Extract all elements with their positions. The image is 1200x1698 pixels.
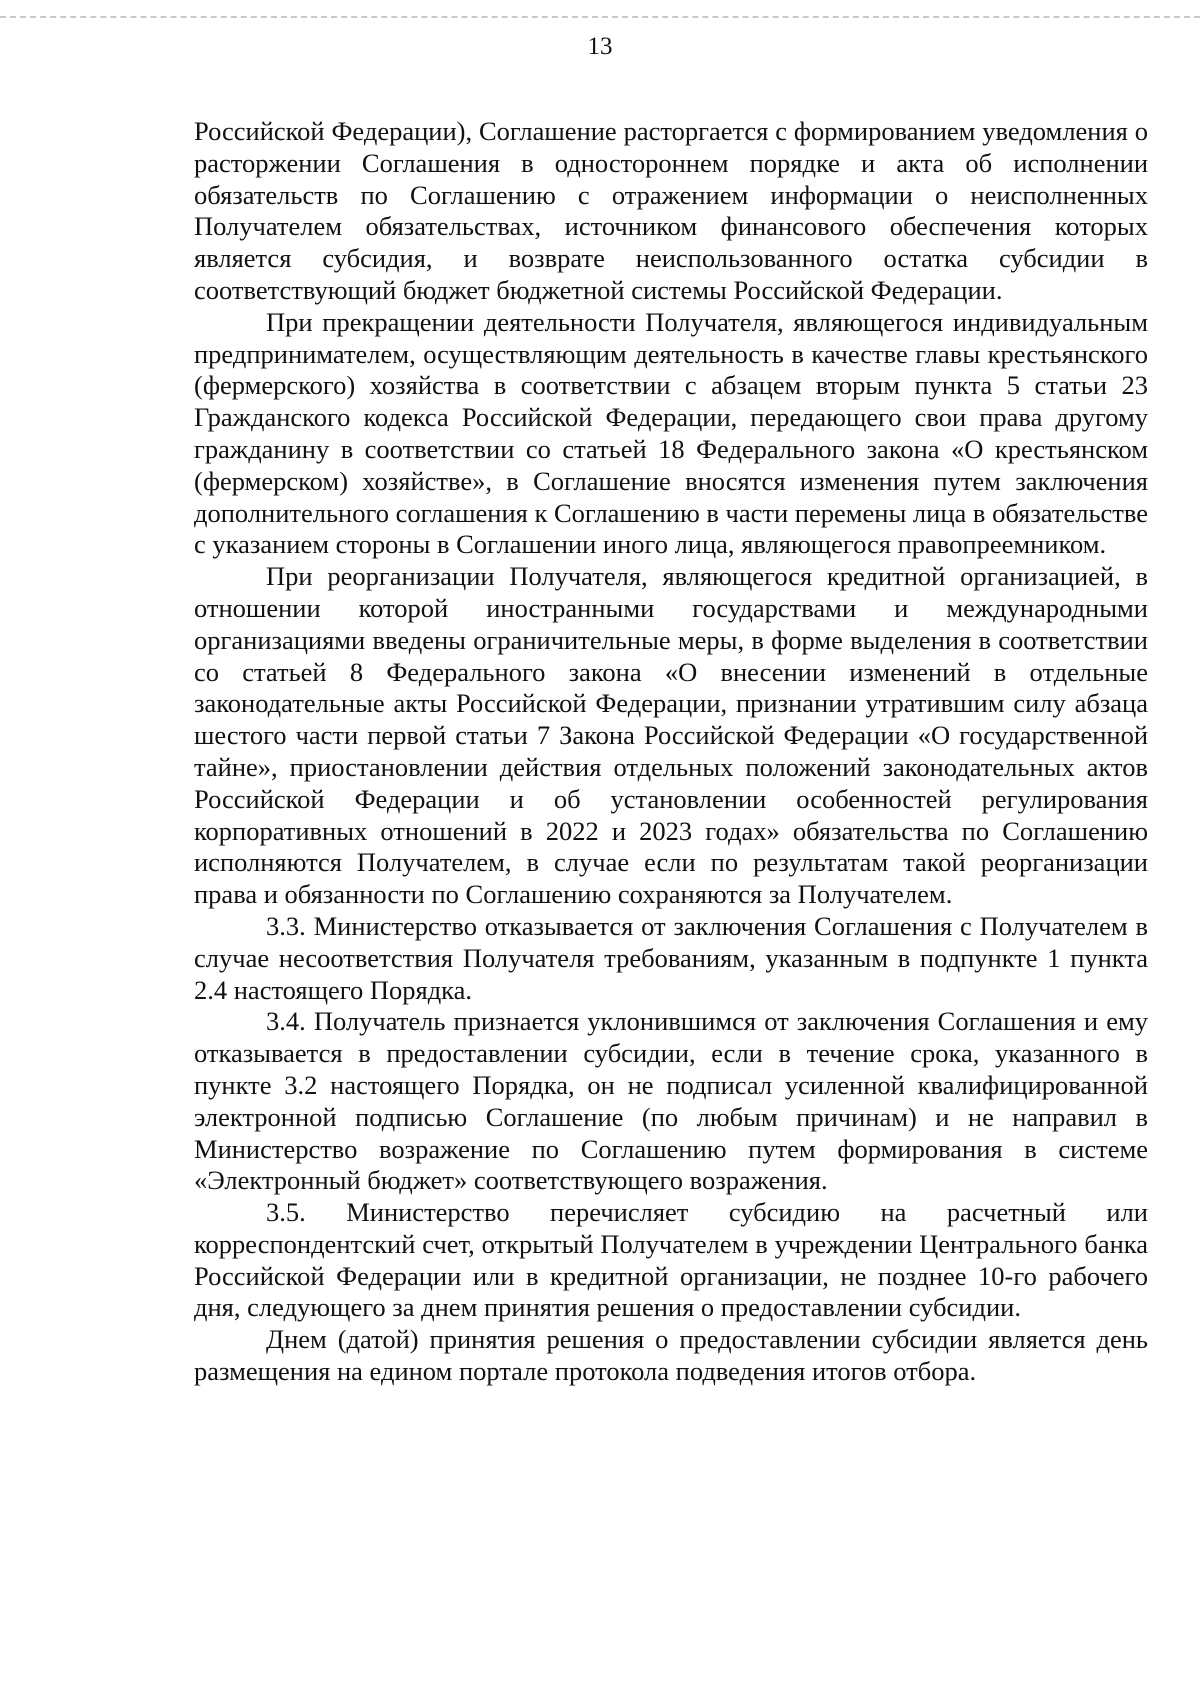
paragraph-3-5: 3.5. Министерство перечисляет субсидию на расчетный или корреспондентский счет, открытый Получателем в учреждении Центрального банка Российской Федерации или в кредитной организации, не позднее 10-го рабочего дня, следующего за днем принятия решения о предоставлении субсидии. (194, 1197, 1148, 1323)
paragraph-termination-continued: Российской Федерации), Соглашение расторгается с формированием уведомления о расторжении Соглашения в одностороннем порядке и акта об исполнении обязательств по Соглашению с отражением информации о неисполненных Получателем обязательствах, источником финансового обеспечения которых является субсидия, и возврате неиспользованного остатка субсидии в соответствующий бюджет бюджетной системы Российской Федерации. (194, 116, 1148, 305)
paragraph-farm-head-termination: При прекращении деятельности Получателя, являющегося индивидуальным предпринимателем, осуществляющим деятельность в качестве главы крестьянского (фермерского) хозяйства в соответствии с абзацем вторым пункта 5 статьи 23 Гражданского кодекса Российской Федерации, передающего свои права другому гражданину в соответствии со статьей 18 Федерального закона «О крестьянском (фермерском) хозяйстве», в Соглашение вносятся изменения путем заключения дополнительного соглашения к Соглашению в части перемены лица в обязательстве с указанием стороны в Соглашении иного лица, являющегося правопреемником. (194, 306, 1148, 560)
paragraph-3-3: 3.3. Министерство отказывается от заключения Соглашения с Получателем в случае несоответствия Получателя требованиям, указанным в подпункте 1 пункта 2.4 настоящего Порядка. (194, 910, 1148, 1005)
page-number: 13 (587, 33, 613, 60)
paragraph-credit-org-reorganization: При реорганизации Получателя, являющегося кредитной организацией, в отношении которой иностранными государствами и международными организациями введены ограничительные меры, в форме выделения в соответствии со статьей 8 Федерального закона «О внесении изменений в отдельные законодательные акты Российской Федерации, признании утратившим силу абзаца шестого части первой статьи 7 Закона Российской Федерации «О государственной тайне», приостановлении действия отдельных положений законодательных актов Российской Федерации и об установлении особенностей регулирования корпоративных отношений в 2022 и 2023 годах» обязательства по Соглашению исполняются Получателем, в случае если по результатам такой реорганизации права и обязанности по Соглашению сохраняются за Получателем. (194, 561, 1148, 910)
document-body (194, 116, 1148, 1388)
paragraph-3-4: 3.4. Получатель признается уклонившимся от заключения Соглашения и ему отказывается в предоставлении субсидии, если в течение срока, указанного в пункте 3.2 настоящего Порядка, он не подписал усиленной квалифицированной электронной подписью Соглашение (по любым причинам) и не направил в Министерство возражение по Соглашению путем формирования в системе «Электронный бюджет» соответствующего возражения. (194, 1006, 1148, 1196)
scan-edge-line (0, 16, 1200, 18)
paragraph-decision-date: Днем (датой) принятия решения о предоставлении субсидии является день размещения на едином портале протокола подведения итогов отбора. (194, 1324, 1148, 1387)
